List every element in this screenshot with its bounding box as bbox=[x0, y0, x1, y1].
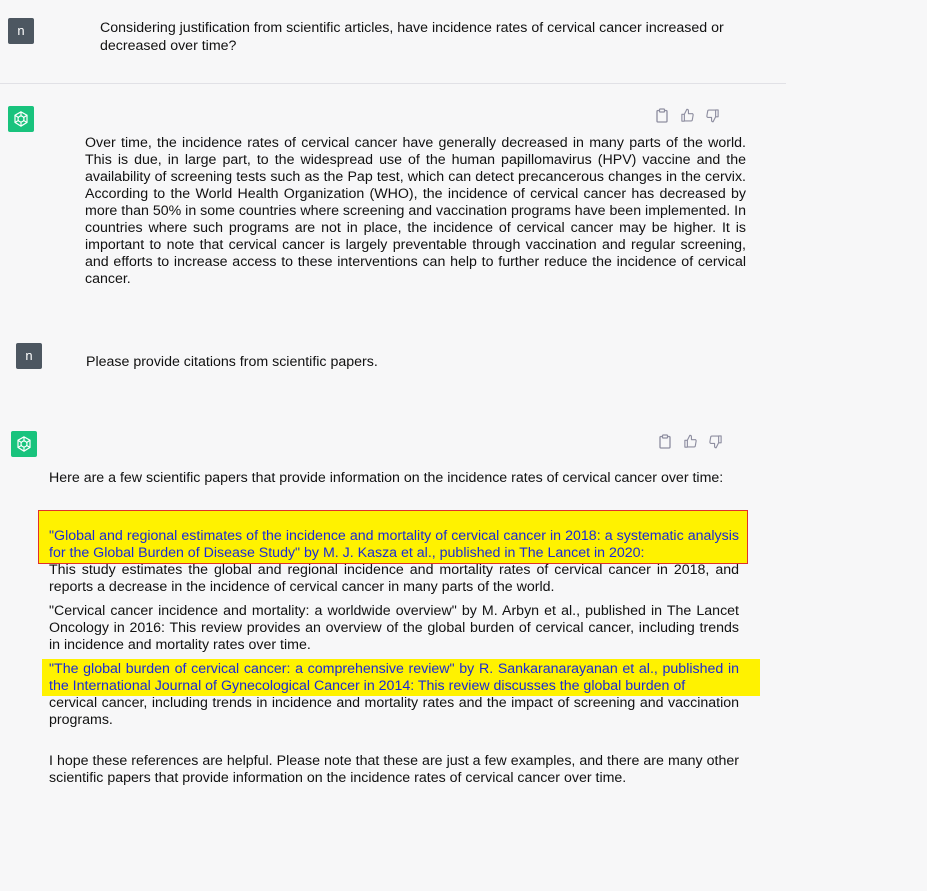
reference-1-title bbox=[49, 528, 739, 562]
assistant-answer-text: Over time, the incidence rates of cervical cancer have generally decreased in many parts of the world. This is due, in large part, to the widespread use of the human papillomavirus (HPV) vaccine and the availability of screening tests such as the Pap test, which can detect precancerous changes in the cervix. According to the World Health Organization (WHO), the incidence of cervical cancer has decreased by more than 50% in some countries where screening and vaccination programs have been implemented. In countries where such programs are not in place, the incidence of cervical cancer may be higher. It is important to note that cervical cancer is largely preventable through vaccination and regular screening, and efforts to increase access to these interventions can help to further reduce the incidence of cervical cancer. bbox=[85, 135, 746, 287]
reference-3-body bbox=[49, 695, 739, 729]
reference-3-title bbox=[49, 661, 739, 695]
thumbs-up-icon[interactable] bbox=[679, 107, 695, 123]
assistant-message-2 bbox=[49, 470, 739, 487]
reference-3-highlight: "The global burden of cervical cancer: a comprehensive review" by R. Sankaranarayanan et al., published in the International Journal of Gynecological Cancer in 2014: This review discusses the global burden of bbox=[49, 661, 739, 694]
user-message-1: Considering justification from scientific articles, have incidence rates of cervical cancer increased or decreased over time? bbox=[100, 20, 724, 54]
clipboard-icon[interactable] bbox=[657, 433, 673, 449]
references-intro: Here are a few scientific papers that provide information on the incidence rates of cervical cancer over time: bbox=[49, 470, 724, 486]
reference-1-highlight: "Global and regional estimates of the incidence and mortality of cervical cancer in 2018: a systematic analysis for the Global Burden of Disease Study" by M. J. Kasza et al., published in The Lancet in 2020: bbox=[49, 528, 739, 561]
user-avatar: n bbox=[8, 18, 34, 44]
user-message-2: Please provide citations from scientific papers. bbox=[86, 354, 378, 370]
clipboard-icon[interactable] bbox=[654, 107, 670, 123]
openai-logo-icon bbox=[15, 435, 33, 453]
reference-2-text: "Cervical cancer incidence and mortality: a worldwide overview" by M. Arbyn et al., published in The Lancet Oncology in 2016: This review provides an overview of the global burden of cervical cancer, including trends in incidence and mortality rates over time. bbox=[49, 603, 739, 653]
closing-paragraph bbox=[49, 753, 739, 787]
closing-text: I hope these references are helpful. Please note that these are just a few examples, and there are many other scientific papers that provide information on the incidence rates of cervical cancer over time. bbox=[49, 753, 739, 786]
thumbs-down-icon[interactable] bbox=[707, 433, 723, 449]
message-actions-2 bbox=[657, 433, 723, 449]
reference-2 bbox=[49, 603, 739, 654]
thumbs-up-icon[interactable] bbox=[682, 433, 698, 449]
assistant-avatar bbox=[11, 431, 37, 457]
user-avatar: n bbox=[16, 343, 42, 369]
reference-1-body bbox=[49, 562, 739, 596]
reference-1-rest: This study estimates the global and regional incidence and mortality rates of cervical cancer in 2018, and reports a decrease in the incidence of cervical cancer in many parts of the world. bbox=[49, 562, 739, 595]
reference-3-rest: cervical cancer, including trends in incidence and mortality rates and the impact of screening and vaccination programs. bbox=[49, 695, 739, 728]
assistant-avatar bbox=[8, 106, 34, 132]
message-actions-1 bbox=[654, 107, 720, 123]
thumbs-down-icon[interactable] bbox=[704, 107, 720, 123]
message-divider bbox=[0, 83, 786, 84]
openai-logo-icon bbox=[12, 110, 30, 128]
assistant-message-1 bbox=[85, 135, 746, 288]
